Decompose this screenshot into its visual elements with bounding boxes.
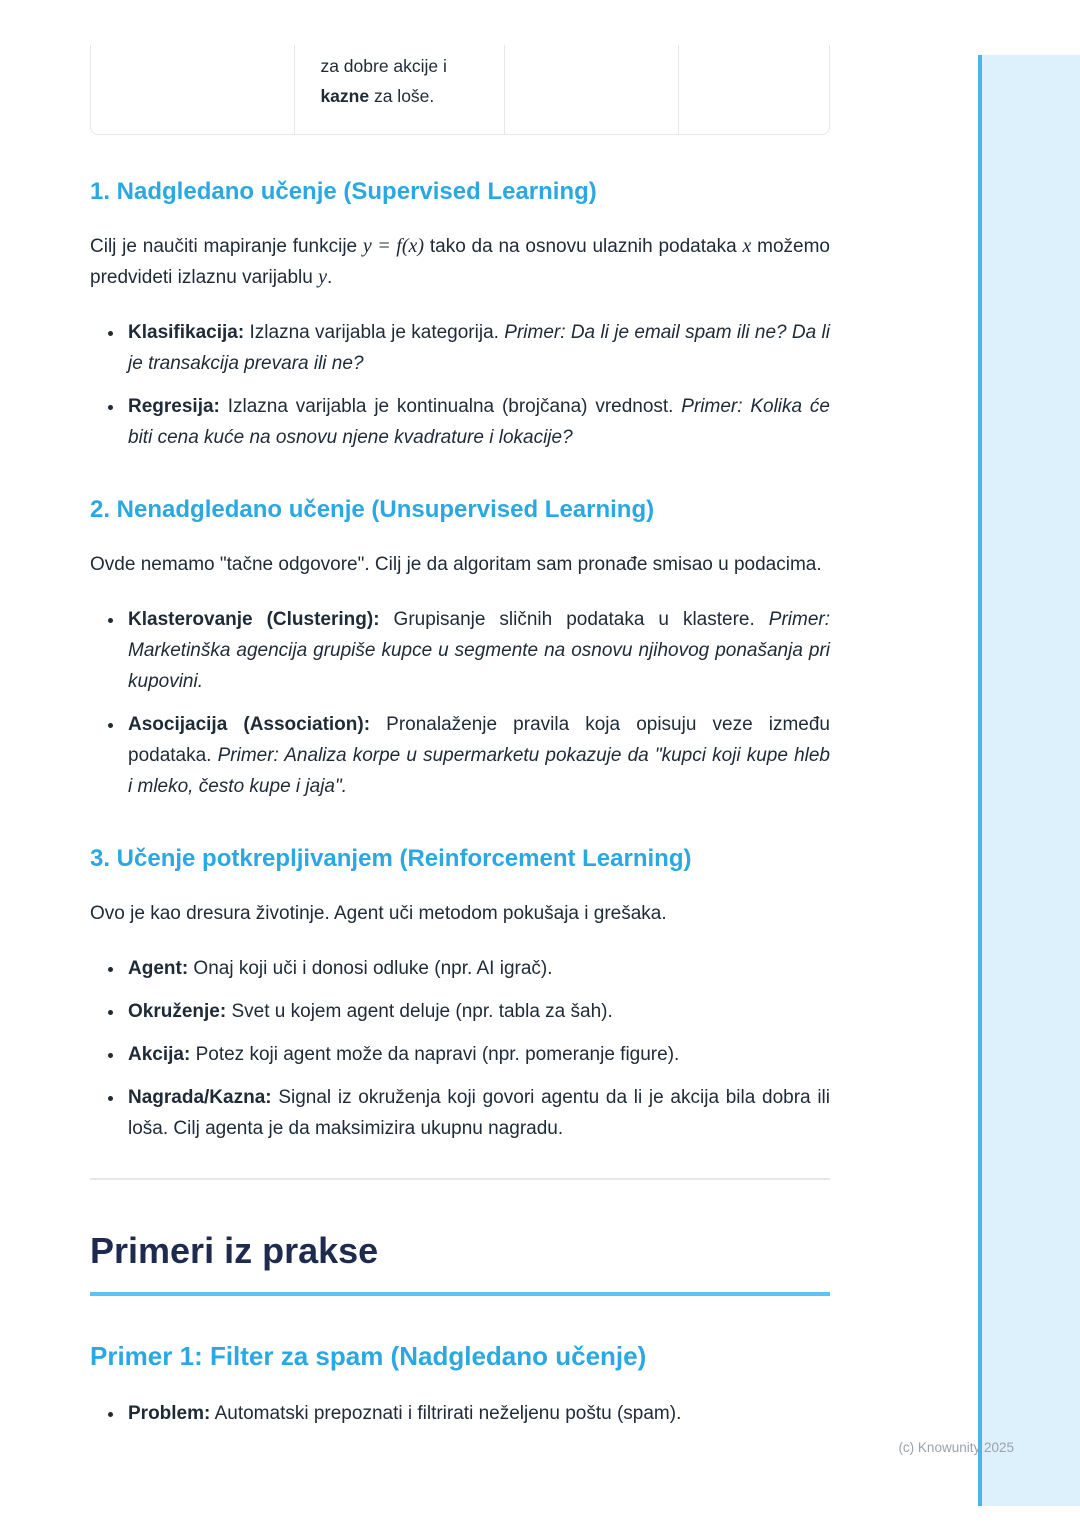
- text-segment: za loše.: [369, 86, 435, 106]
- example-italic: Primer: Marketinška agencija grupiše kupce u segmente na osnovu njihovog ponašanja pri kupovini.: [128, 609, 830, 692]
- example-italic: Primer: Analiza korpe u supermarketu pokazuje da "kupci koji kupe hleb i mleko, često kupe i jaja".: [128, 745, 830, 797]
- text-segment: tako da na osnovu ulaznih podataka: [424, 236, 743, 257]
- list-item: [125, 953, 830, 984]
- list-item: [125, 996, 830, 1027]
- term-bold: Klasterovanje (Clustering):: [128, 609, 380, 630]
- term-bold: Nagrada/Kazna:: [128, 1087, 272, 1108]
- text-segment: možemo predvideti izlaznu varijablu: [90, 236, 830, 288]
- term-bold: Asocijacija (Association):: [128, 714, 371, 735]
- text-segment: Onaj koji uči i donosi odluke (npr. AI igrač).: [188, 958, 553, 979]
- example-italic: Primer: Da li je email spam ili ne? Da li je transakcija prevara ili ne?: [128, 322, 830, 374]
- section-3-intro: Ovo je kao dresura životinje. Agent uči metodom pokušaja i grešaka.: [90, 903, 667, 924]
- text-segment: Grupisanje sličnih podataka u klastere.: [379, 609, 769, 630]
- text-bold: kazne: [320, 86, 370, 106]
- table-cell-empty-3: [679, 45, 829, 134]
- list-item: [125, 317, 830, 379]
- term-bold: Agent:: [128, 958, 189, 979]
- document-content: [90, 0, 830, 1463]
- page-edge-strip: [978, 55, 1080, 1506]
- text-segment: Potez koji agent može da napravi (npr. pomeranje figure).: [190, 1044, 680, 1065]
- example-1-heading: Primer 1: Filter za spam (Nadgledano učenje): [90, 1341, 647, 1371]
- term-bold: Regresija:: [128, 396, 220, 417]
- text-segment: Pronalaženje pravila koja opisuju veze između podataka.: [128, 714, 830, 766]
- text-segment: Cilj je naučiti mapiranje funkcije: [90, 236, 363, 257]
- table-cell-empty-2: [505, 45, 680, 134]
- term-bold: Problem:: [128, 1403, 211, 1424]
- math-inline: y: [318, 266, 328, 288]
- term-bold: Klasifikacija:: [128, 322, 245, 343]
- table-cell-empty-1: [91, 45, 295, 134]
- text-segment: Automatski prepoznati i filtrirati neželjenu poštu (spam).: [210, 1403, 682, 1424]
- math-inline: x: [742, 235, 752, 257]
- table-cell-text: [295, 45, 503, 111]
- section-1-list: [90, 317, 830, 453]
- section-divider: [90, 1178, 830, 1180]
- list-item: [125, 1398, 830, 1429]
- text-segment: .: [327, 267, 333, 288]
- text-segment: za dobre akcije i: [320, 56, 447, 76]
- list-item: [125, 604, 830, 697]
- section-3-list: [90, 953, 830, 1144]
- list-item: [125, 709, 830, 802]
- section-1-heading: 1. Nadgledano učenje (Supervised Learning): [90, 178, 597, 205]
- section-2-heading: 2. Nenadgledano učenje (Unsupervised Learning): [90, 496, 655, 523]
- text-segment: Signal iz okruženja koji govori agentu da li je akcija bila dobra ili loša. Cilj agenta je da maksimizira ukupnu nagradu.: [128, 1087, 830, 1139]
- text-segment: Svet u kojem agent deluje (npr. tabla za šah).: [226, 1001, 613, 1022]
- text-segment: Izlazna varijabla je kontinualna (brojčana) vrednost.: [219, 396, 682, 417]
- example-italic: Primer: Kolika će biti cena kuće na osnovu njene kvadrature i lokacije?: [128, 396, 830, 448]
- table-fragment: [90, 45, 830, 135]
- term-bold: Okruženje:: [128, 1001, 227, 1022]
- list-item: [125, 391, 830, 453]
- section-1-intro: [90, 231, 830, 293]
- math-inline: y = f(x): [362, 235, 425, 257]
- text-segment: Izlazna varijabla je kategorija.: [244, 322, 505, 343]
- section-3-heading: 3. Učenje potkrepljivanjem (Reinforcement Learning): [90, 845, 692, 872]
- list-item: [125, 1082, 830, 1144]
- section-2-list: [90, 604, 830, 802]
- section-2-intro: Ovde nemamo "tačne odgovore". Cilj je da algoritam sam pronađe smisao u podacima.: [90, 554, 822, 575]
- list-item: [125, 1039, 830, 1070]
- practice-section-title: Primeri iz prakse: [90, 1230, 830, 1296]
- example-1-list: [90, 1398, 830, 1429]
- table-cell-reward: [295, 45, 504, 134]
- copyright-note: (c) Knowunity 2025: [898, 1440, 1014, 1455]
- term-bold: Akcija:: [128, 1044, 191, 1065]
